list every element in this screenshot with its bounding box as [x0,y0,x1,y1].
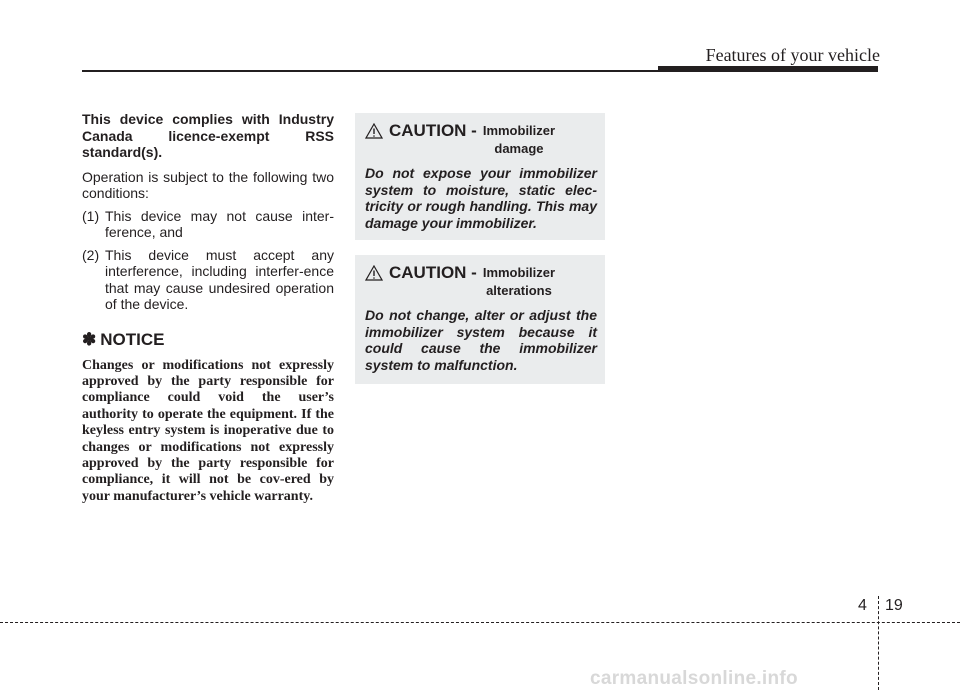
header-rule-accent [658,66,878,72]
caution-subtitle [483,121,555,157]
notice-star-icon: ✽ [82,329,97,349]
notice-title: NOTICE [100,329,165,349]
header-rule [82,70,662,72]
caution-label: CAUTION - [389,121,477,140]
caution-label: CAUTION - [389,263,477,282]
caution-subtitle-line1: Immobilizer [482,265,556,280]
caution-subtitle-line2: damage [494,141,544,156]
notice-body: Changes or modifications not expressly approved by the party responsible for compliance could void the user’s authority to operate the equipment. If the keyless entry system is inoperative due to changes or modifications not expressly approved by the party responsible for compliance, it will not be cov-ered by your manufacturer’s vehicle warranty. [82,357,334,504]
section-number: 4 [858,597,867,614]
caution-body: Do not change, alter or adjust the immobilizer system because it could cause the immobilizer system to malfunction. [365,307,597,373]
footer-rule [0,622,960,623]
watermark: carmanualsonline.info [590,668,798,689]
caution-subtitle-line2: alterations [486,283,552,298]
caution-header [365,263,597,299]
compliance-statement: This device complies with Industry Canada licence-exempt RSS standard(s). [82,111,334,160]
page-number: 19 [885,597,903,614]
footer-divider [878,596,879,690]
condition-number: (2) [82,246,100,263]
caution-subtitle [483,263,555,299]
condition-text: This device must accept any interference, including interfer-ence that may cause undesired operation of the device. [105,246,334,312]
conditions-intro: Operation is subject to the following two conditions: [82,168,334,201]
condition-item [82,247,334,313]
condition-item [82,208,334,241]
caution-body: Do not expose your immobilizer system to moisture, static elec-tricity or rough handling. This may damage your immobilizer. [365,165,597,231]
condition-text: This device may not cause inter-ference, and [105,207,334,240]
warning-triangle-icon [365,123,383,139]
left-column [82,111,334,505]
condition-number: (1) [82,207,100,224]
caution-header [365,121,597,157]
caution-subtitle-line1: Immobilizer [482,123,556,138]
caution-box-alterations [355,255,605,384]
notice-heading [82,330,334,350]
caution-box-damage [355,113,605,240]
header-title: Features of your vehicle [705,45,880,65]
warning-triangle-icon [365,265,383,281]
